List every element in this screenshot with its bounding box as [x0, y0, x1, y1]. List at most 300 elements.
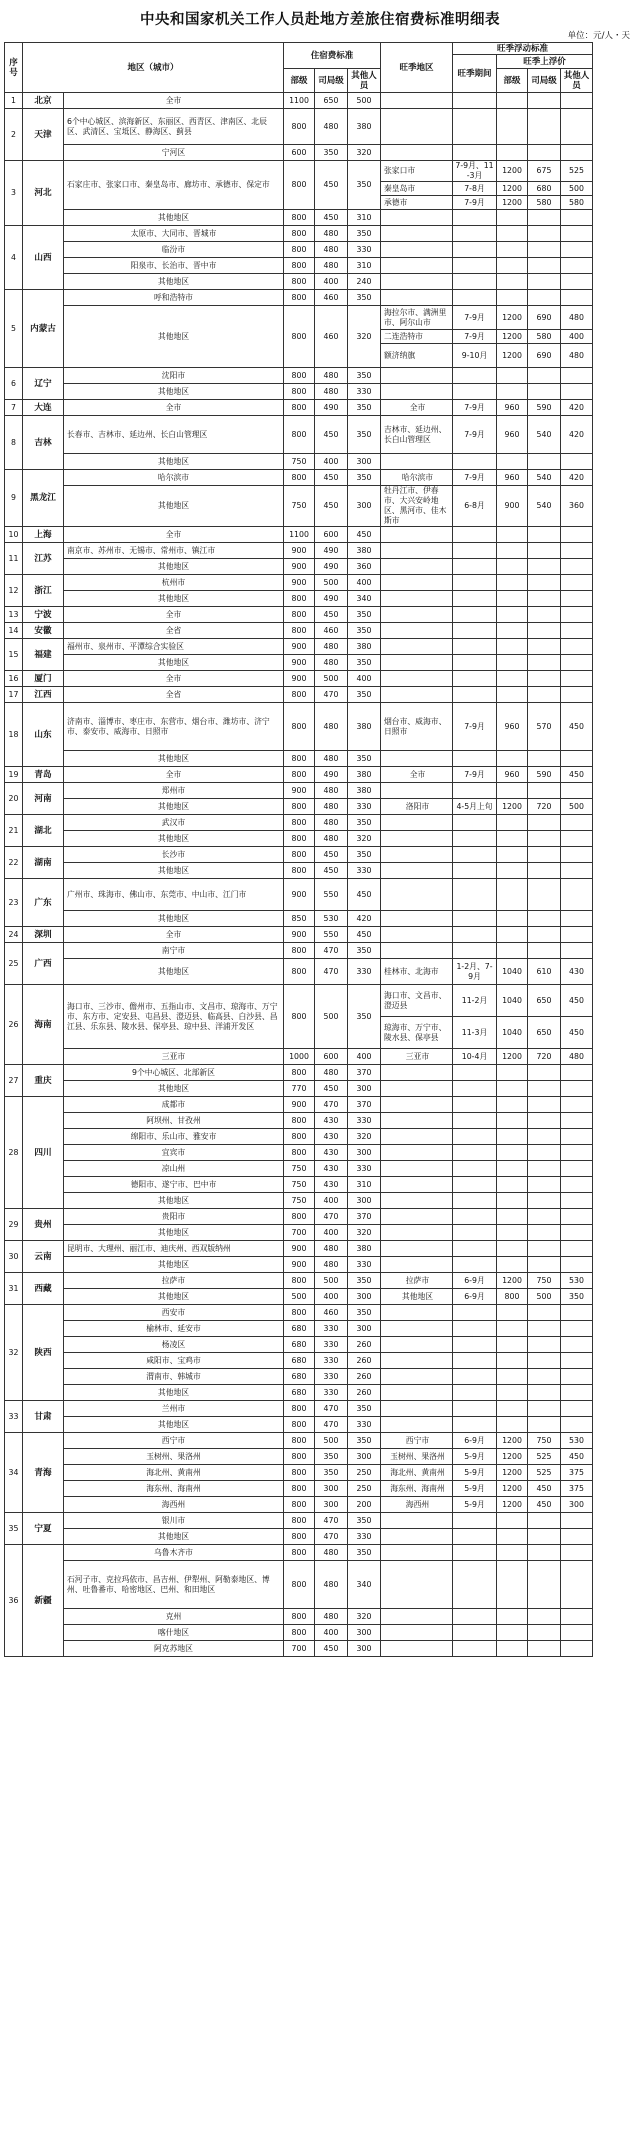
std-bureau-value: 400	[315, 1289, 348, 1305]
float-minister-value	[497, 1305, 528, 1321]
peak-area	[381, 543, 453, 559]
std-others-value: 350	[348, 943, 381, 959]
float-minister-value	[497, 943, 528, 959]
std-bureau-value: 480	[315, 815, 348, 831]
float-others-value	[561, 1305, 593, 1321]
float-bureau-value	[528, 575, 561, 591]
std-bureau-value: 350	[315, 145, 348, 161]
row-number: 25	[5, 943, 23, 985]
table-row	[5, 1305, 593, 1321]
float-minister-value: 1200	[497, 196, 528, 210]
float-minister-value	[497, 1065, 528, 1081]
std-bureau-value: 430	[315, 1145, 348, 1161]
std-others-value: 300	[348, 1289, 381, 1305]
std-bureau-value: 470	[315, 959, 348, 985]
city-name: 其他地区	[64, 655, 284, 671]
std-bureau-value: 350	[315, 1449, 348, 1465]
peak-period	[453, 607, 497, 623]
float-others-value	[561, 242, 593, 258]
std-others-value: 300	[348, 1081, 381, 1097]
float-bureau-value	[528, 1625, 561, 1641]
float-bureau-value	[528, 1385, 561, 1401]
city-name: 其他地区	[64, 1193, 284, 1209]
std-bureau-value: 480	[315, 258, 348, 274]
std-minister-value: 900	[284, 927, 315, 943]
peak-area	[381, 1081, 453, 1097]
region-name: 浙江	[23, 575, 64, 607]
peak-area	[381, 687, 453, 703]
city-name: 6个中心城区、滨海新区、东丽区、西青区、津南区、北辰区、武清区、宝坻区、静海区、蓟县	[64, 109, 284, 145]
row-number: 35	[5, 1513, 23, 1545]
std-bureau-value: 480	[315, 1545, 348, 1561]
std-minister-value: 800	[284, 1449, 315, 1465]
std-bureau-value: 430	[315, 1161, 348, 1177]
region-name: 甘肃	[23, 1401, 64, 1433]
float-minister-value	[497, 847, 528, 863]
std-minister-value: 800	[284, 1113, 315, 1129]
std-others-value: 400	[348, 1049, 381, 1065]
std-minister-value: 900	[284, 783, 315, 799]
peak-area: 全市	[381, 767, 453, 783]
peak-period	[453, 145, 497, 161]
float-others-value: 450	[561, 703, 593, 751]
city-name: 其他地区	[64, 591, 284, 607]
region-name: 湖南	[23, 847, 64, 879]
std-bureau-value: 450	[315, 847, 348, 863]
float-bureau-value	[528, 454, 561, 470]
float-others-value	[561, 639, 593, 655]
float-minister-value	[497, 1369, 528, 1385]
std-minister-value: 700	[284, 1225, 315, 1241]
row-number: 24	[5, 927, 23, 943]
peak-period	[453, 1257, 497, 1273]
row-number: 6	[5, 368, 23, 400]
city-name: 全市	[64, 607, 284, 623]
peak-period	[453, 1529, 497, 1545]
peak-period	[453, 368, 497, 384]
std-others-value: 350	[348, 470, 381, 486]
table-row	[5, 1433, 593, 1449]
float-minister-value	[497, 591, 528, 607]
peak-area	[381, 1321, 453, 1337]
peak-period	[453, 1145, 497, 1161]
city-name: 其他地区	[64, 210, 284, 226]
region-name: 西藏	[23, 1273, 64, 1305]
table-row	[5, 93, 593, 109]
float-bureau-value	[528, 927, 561, 943]
peak-period: 5-9月	[453, 1465, 497, 1481]
std-others-value: 320	[348, 831, 381, 847]
std-others-value: 300	[348, 1641, 381, 1657]
region-name: 山东	[23, 703, 64, 767]
float-bureau-value: 650	[528, 985, 561, 1017]
city-name: 全省	[64, 687, 284, 703]
float-others-value: 420	[561, 416, 593, 454]
std-others-value: 330	[348, 1257, 381, 1273]
float-others-value	[561, 1545, 593, 1561]
std-bureau-value: 500	[315, 985, 348, 1049]
float-others-value: 500	[561, 799, 593, 815]
std-minister-value: 800	[284, 1481, 315, 1497]
city-name: 阳泉市、长治市、晋中市	[64, 258, 284, 274]
header-float-others: 其他人员	[561, 69, 593, 93]
peak-area: 秦皇岛市	[381, 182, 453, 196]
city-name: 其他地区	[64, 959, 284, 985]
row-number: 9	[5, 470, 23, 527]
table-row	[5, 879, 593, 911]
std-minister-value: 850	[284, 911, 315, 927]
row-number: 17	[5, 687, 23, 703]
peak-period: 11-2月	[453, 985, 497, 1017]
peak-area	[381, 1561, 453, 1609]
peak-area	[381, 1209, 453, 1225]
std-bureau-value: 470	[315, 1209, 348, 1225]
std-others-value: 330	[348, 1529, 381, 1545]
region-name: 天津	[23, 109, 64, 161]
table-row	[5, 1257, 593, 1273]
float-others-value	[561, 93, 593, 109]
float-bureau-value: 525	[528, 1449, 561, 1465]
std-minister-value: 800	[284, 290, 315, 306]
city-name: 其他地区	[64, 1385, 284, 1401]
city-name: 沈阳市	[64, 368, 284, 384]
std-others-value: 450	[348, 879, 381, 911]
float-minister-value: 800	[497, 1289, 528, 1305]
float-bureau-value	[528, 1401, 561, 1417]
peak-period	[453, 687, 497, 703]
std-bureau-value: 530	[315, 911, 348, 927]
region-name: 厦门	[23, 671, 64, 687]
std-bureau-value: 480	[315, 751, 348, 767]
city-name: 福州市、泉州市、平潭综合实验区	[64, 639, 284, 655]
city-name: 全省	[64, 623, 284, 639]
peak-area	[381, 1145, 453, 1161]
header-std-others: 其他人员	[348, 69, 381, 93]
region-name: 海南	[23, 985, 64, 1065]
city-name: 西宁市	[64, 1433, 284, 1449]
std-others-value: 300	[348, 1321, 381, 1337]
std-others-value: 330	[348, 863, 381, 879]
float-others-value	[561, 1193, 593, 1209]
row-number: 29	[5, 1209, 23, 1241]
std-minister-value: 800	[284, 1529, 315, 1545]
float-minister-value	[497, 210, 528, 226]
peak-area	[381, 1609, 453, 1625]
table-row	[5, 607, 593, 623]
peak-period: 5-9月	[453, 1449, 497, 1465]
float-others-value: 450	[561, 1449, 593, 1465]
std-bureau-value: 650	[315, 93, 348, 109]
peak-period: 7-9月	[453, 703, 497, 751]
city-name: 全市	[64, 671, 284, 687]
peak-area	[381, 607, 453, 623]
std-minister-value: 800	[284, 1465, 315, 1481]
std-minister-value: 800	[284, 863, 315, 879]
lodging-standard-table	[4, 42, 593, 1657]
std-minister-value: 800	[284, 109, 315, 145]
float-minister-value	[497, 1209, 528, 1225]
float-others-value	[561, 943, 593, 959]
table-row	[5, 1625, 593, 1641]
float-others-value	[561, 591, 593, 607]
float-minister-value	[497, 751, 528, 767]
std-bureau-value: 490	[315, 543, 348, 559]
row-number: 22	[5, 847, 23, 879]
city-name: 广州市、珠海市、佛山市、东莞市、中山市、江门市	[64, 879, 284, 911]
table-row	[5, 1353, 593, 1369]
peak-period: 6-9月	[453, 1289, 497, 1305]
float-others-value: 530	[561, 1273, 593, 1289]
city-name: 全市	[64, 927, 284, 943]
std-others-value: 400	[348, 671, 381, 687]
float-bureau-value	[528, 1177, 561, 1193]
std-bureau-value: 480	[315, 1241, 348, 1257]
peak-period	[453, 1609, 497, 1625]
std-bureau-value: 470	[315, 943, 348, 959]
city-name: 西安市	[64, 1305, 284, 1321]
table-row	[5, 1049, 593, 1065]
peak-period	[453, 879, 497, 911]
std-others-value: 380	[348, 767, 381, 783]
city-name: 济南市、淄博市、枣庄市、东营市、烟台市、潍坊市、济宁市、泰安市、威海市、日照市	[64, 703, 284, 751]
table-row	[5, 783, 593, 799]
std-bureau-value: 500	[315, 575, 348, 591]
std-minister-value: 800	[284, 831, 315, 847]
float-others-value: 480	[561, 344, 593, 368]
std-others-value: 330	[348, 959, 381, 985]
float-others-value	[561, 1113, 593, 1129]
table-row	[5, 145, 593, 161]
std-others-value: 250	[348, 1465, 381, 1481]
city-name: 其他地区	[64, 486, 284, 527]
peak-area	[381, 559, 453, 575]
float-bureau-value: 450	[528, 1497, 561, 1513]
table-row	[5, 1401, 593, 1417]
row-number: 19	[5, 767, 23, 783]
float-minister-value	[497, 815, 528, 831]
peak-area: 烟台市、威海市、日照市	[381, 703, 453, 751]
float-bureau-value	[528, 1161, 561, 1177]
std-others-value: 450	[348, 527, 381, 543]
float-others-value	[561, 1625, 593, 1641]
float-others-value: 420	[561, 470, 593, 486]
std-others-value: 330	[348, 384, 381, 400]
row-number: 32	[5, 1305, 23, 1401]
row-number: 2	[5, 109, 23, 161]
float-others-value	[561, 1177, 593, 1193]
std-bureau-value: 300	[315, 1497, 348, 1513]
peak-period: 7-9月	[453, 416, 497, 454]
std-others-value: 500	[348, 93, 381, 109]
peak-area: 桂林市、北海市	[381, 959, 453, 985]
float-others-value	[561, 1161, 593, 1177]
city-name: 银川市	[64, 1513, 284, 1529]
float-bureau-value	[528, 911, 561, 927]
std-others-value: 300	[348, 1449, 381, 1465]
row-number: 20	[5, 783, 23, 815]
std-others-value: 350	[348, 847, 381, 863]
std-bureau-value: 460	[315, 623, 348, 639]
peak-area: 拉萨市	[381, 1273, 453, 1289]
row-number: 10	[5, 527, 23, 543]
float-others-value	[561, 258, 593, 274]
std-minister-value: 800	[284, 687, 315, 703]
city-name: 拉萨市	[64, 1273, 284, 1289]
peak-period	[453, 1081, 497, 1097]
std-others-value: 340	[348, 1561, 381, 1609]
float-minister-value	[497, 290, 528, 306]
float-others-value	[561, 1609, 593, 1625]
std-bureau-value: 450	[315, 607, 348, 623]
float-bureau-value	[528, 1641, 561, 1657]
city-name: 其他地区	[64, 751, 284, 767]
table-row	[5, 161, 593, 182]
float-minister-value	[497, 831, 528, 847]
city-name: 9个中心城区、北部新区	[64, 1065, 284, 1081]
std-bureau-value: 330	[315, 1337, 348, 1353]
float-others-value: 530	[561, 1433, 593, 1449]
float-bureau-value: 500	[528, 1289, 561, 1305]
std-bureau-value: 470	[315, 1513, 348, 1529]
std-bureau-value: 300	[315, 1481, 348, 1497]
float-others-value	[561, 1337, 593, 1353]
city-name: 南宁市	[64, 943, 284, 959]
peak-area	[381, 1401, 453, 1417]
float-others-value	[561, 911, 593, 927]
peak-period: 7-9月	[453, 330, 497, 344]
std-minister-value: 900	[284, 1257, 315, 1273]
std-bureau-value: 460	[315, 306, 348, 368]
region-name: 广东	[23, 879, 64, 927]
float-bureau-value	[528, 1225, 561, 1241]
float-minister-value	[497, 639, 528, 655]
table-row	[5, 1113, 593, 1129]
std-bureau-value: 400	[315, 1193, 348, 1209]
std-minister-value: 800	[284, 470, 315, 486]
row-number: 18	[5, 703, 23, 767]
std-minister-value: 800	[284, 607, 315, 623]
city-name: 海西州	[64, 1497, 284, 1513]
city-name: 临汾市	[64, 242, 284, 258]
float-bureau-value	[528, 1257, 561, 1273]
std-minister-value: 1000	[284, 1049, 315, 1065]
region-name: 四川	[23, 1097, 64, 1209]
peak-area	[381, 109, 453, 145]
row-number: 11	[5, 543, 23, 575]
std-bureau-value: 330	[315, 1385, 348, 1401]
city-name: 武汉市	[64, 815, 284, 831]
peak-period	[453, 943, 497, 959]
float-minister-value	[497, 1401, 528, 1417]
float-minister-value	[497, 623, 528, 639]
peak-area	[381, 1625, 453, 1641]
float-others-value	[561, 687, 593, 703]
row-number: 1	[5, 93, 23, 109]
city-name: 兰州市	[64, 1401, 284, 1417]
float-others-value: 450	[561, 985, 593, 1017]
std-bureau-value: 460	[315, 290, 348, 306]
std-bureau-value: 400	[315, 454, 348, 470]
std-others-value: 370	[348, 1097, 381, 1113]
std-others-value: 310	[348, 1177, 381, 1193]
float-minister-value	[497, 1321, 528, 1337]
city-name: 三亚市	[64, 1049, 284, 1065]
peak-area	[381, 1353, 453, 1369]
table-row	[5, 1193, 593, 1209]
std-bureau-value: 600	[315, 527, 348, 543]
peak-area	[381, 751, 453, 767]
std-minister-value: 800	[284, 943, 315, 959]
float-minister-value	[497, 109, 528, 145]
peak-period: 10-4月	[453, 1049, 497, 1065]
float-minister-value	[497, 1609, 528, 1625]
peak-period	[453, 1417, 497, 1433]
peak-area: 西宁市	[381, 1433, 453, 1449]
city-name: 阿克苏地区	[64, 1641, 284, 1657]
peak-area: 海北州、黄南州	[381, 1465, 453, 1481]
float-bureau-value	[528, 879, 561, 911]
city-name: 其他地区	[64, 454, 284, 470]
table-row	[5, 911, 593, 927]
std-bureau-value: 480	[315, 831, 348, 847]
float-minister-value	[497, 1561, 528, 1609]
float-minister-value: 1200	[497, 1449, 528, 1465]
float-bureau-value	[528, 1337, 561, 1353]
std-minister-value: 900	[284, 559, 315, 575]
header-std-minister: 部级	[284, 69, 315, 93]
float-others-value	[561, 1129, 593, 1145]
std-others-value: 350	[348, 1305, 381, 1321]
peak-area: 琼海市、万宁市、陵水县、保亭县	[381, 1017, 453, 1049]
std-others-value: 350	[348, 815, 381, 831]
table-row	[5, 274, 593, 290]
std-others-value: 350	[348, 368, 381, 384]
std-others-value: 350	[348, 1545, 381, 1561]
table-row	[5, 290, 593, 306]
region-name: 山西	[23, 226, 64, 290]
region-name: 辽宁	[23, 368, 64, 400]
city-name: 其他地区	[64, 274, 284, 290]
std-minister-value: 680	[284, 1321, 315, 1337]
std-bureau-value: 460	[315, 1305, 348, 1321]
float-minister-value	[497, 783, 528, 799]
region-name: 北京	[23, 93, 64, 109]
float-bureau-value	[528, 527, 561, 543]
table-row	[5, 1081, 593, 1097]
float-minister-value	[497, 1257, 528, 1273]
header-peak-region: 旺季地区	[381, 43, 453, 93]
std-others-value: 300	[348, 486, 381, 527]
peak-period	[453, 384, 497, 400]
std-others-value: 350	[348, 985, 381, 1049]
city-name: 石河子市、克拉玛依市、昌吉州、伊犁州、阿勒泰地区、博州、吐鲁番市、哈密地区、巴州、和田地区	[64, 1561, 284, 1609]
table-row	[5, 639, 593, 655]
std-minister-value: 900	[284, 575, 315, 591]
peak-area	[381, 1385, 453, 1401]
float-others-value	[561, 1081, 593, 1097]
row-number: 7	[5, 400, 23, 416]
float-bureau-value	[528, 847, 561, 863]
city-name: 宜宾市	[64, 1145, 284, 1161]
std-minister-value: 680	[284, 1369, 315, 1385]
float-bureau-value: 540	[528, 486, 561, 527]
std-bureau-value: 480	[315, 655, 348, 671]
peak-period	[453, 1561, 497, 1609]
float-minister-value: 1200	[497, 1273, 528, 1289]
peak-area: 海西州	[381, 1497, 453, 1513]
peak-period	[453, 1161, 497, 1177]
std-bureau-value: 480	[315, 384, 348, 400]
